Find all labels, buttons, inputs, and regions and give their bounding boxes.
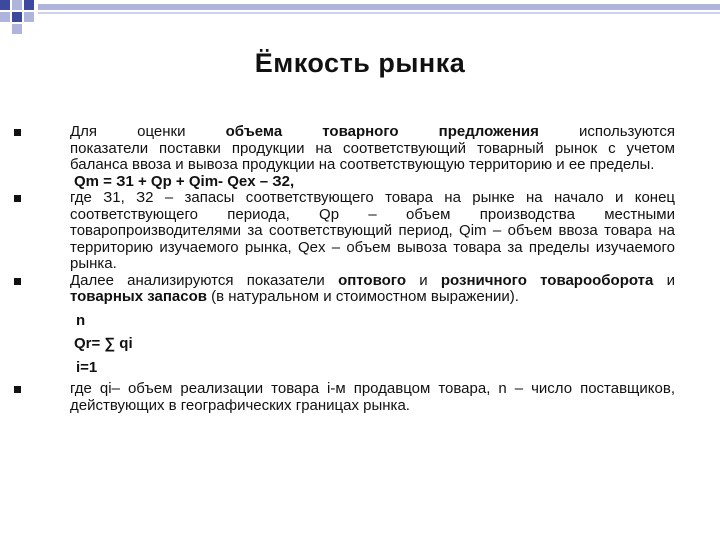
bullet-square-icon	[14, 129, 21, 136]
corner-squares-decoration	[0, 0, 720, 40]
item-3-text: Далее анализируются показатели оптового и розничного товарооборота и товарных запасов (в натуральном и стоимостном выражении).	[70, 271, 675, 305]
slide-title: Ёмкость рынка	[254, 48, 466, 78]
slide-body	[70, 124, 675, 414]
formula-market-capacity: Qm = З1 + Qp + Qim- Qex – З2,	[74, 172, 295, 190]
formula-index-top: n	[76, 311, 86, 329]
formula-retail-turnover: Qr= ∑ qi	[74, 335, 133, 352]
item-2-text: где З1, З2 – запасы соответствующего товара на рынке на начало и конец соответствующего периода, Qp – объем производства местными товаропроизводителями за соответствующий период, Qim – объем ввоза товара на территорию изучаемого рынка, Qex – объем вывоза товара за пределы изучаемого рынка.	[70, 189, 675, 272]
item-1-text: показатели поставки продукции на соответствующий товарный рынок с учетом баланса ввоза и вывоза продукции на соответствующую территорию и ее пределы.	[70, 139, 675, 173]
term-supply-volume: объема товарного предложения	[225, 123, 539, 140]
list-item	[70, 124, 675, 190]
formula-index-bottom: i=1	[76, 358, 98, 376]
bullet-square-icon	[14, 278, 21, 285]
list-item	[70, 190, 675, 273]
bullet-square-icon	[14, 195, 21, 202]
item-1-first-line: Для оценки объема товарного предложения используются	[70, 123, 676, 140]
list-item	[70, 381, 675, 414]
bullet-square-icon	[14, 386, 21, 393]
item-4-text: где qi– объем реализации товара i-м продавцом товара, n – число поставщиков, действующих в географических границах рынка.	[70, 380, 675, 414]
list-item	[70, 273, 675, 377]
